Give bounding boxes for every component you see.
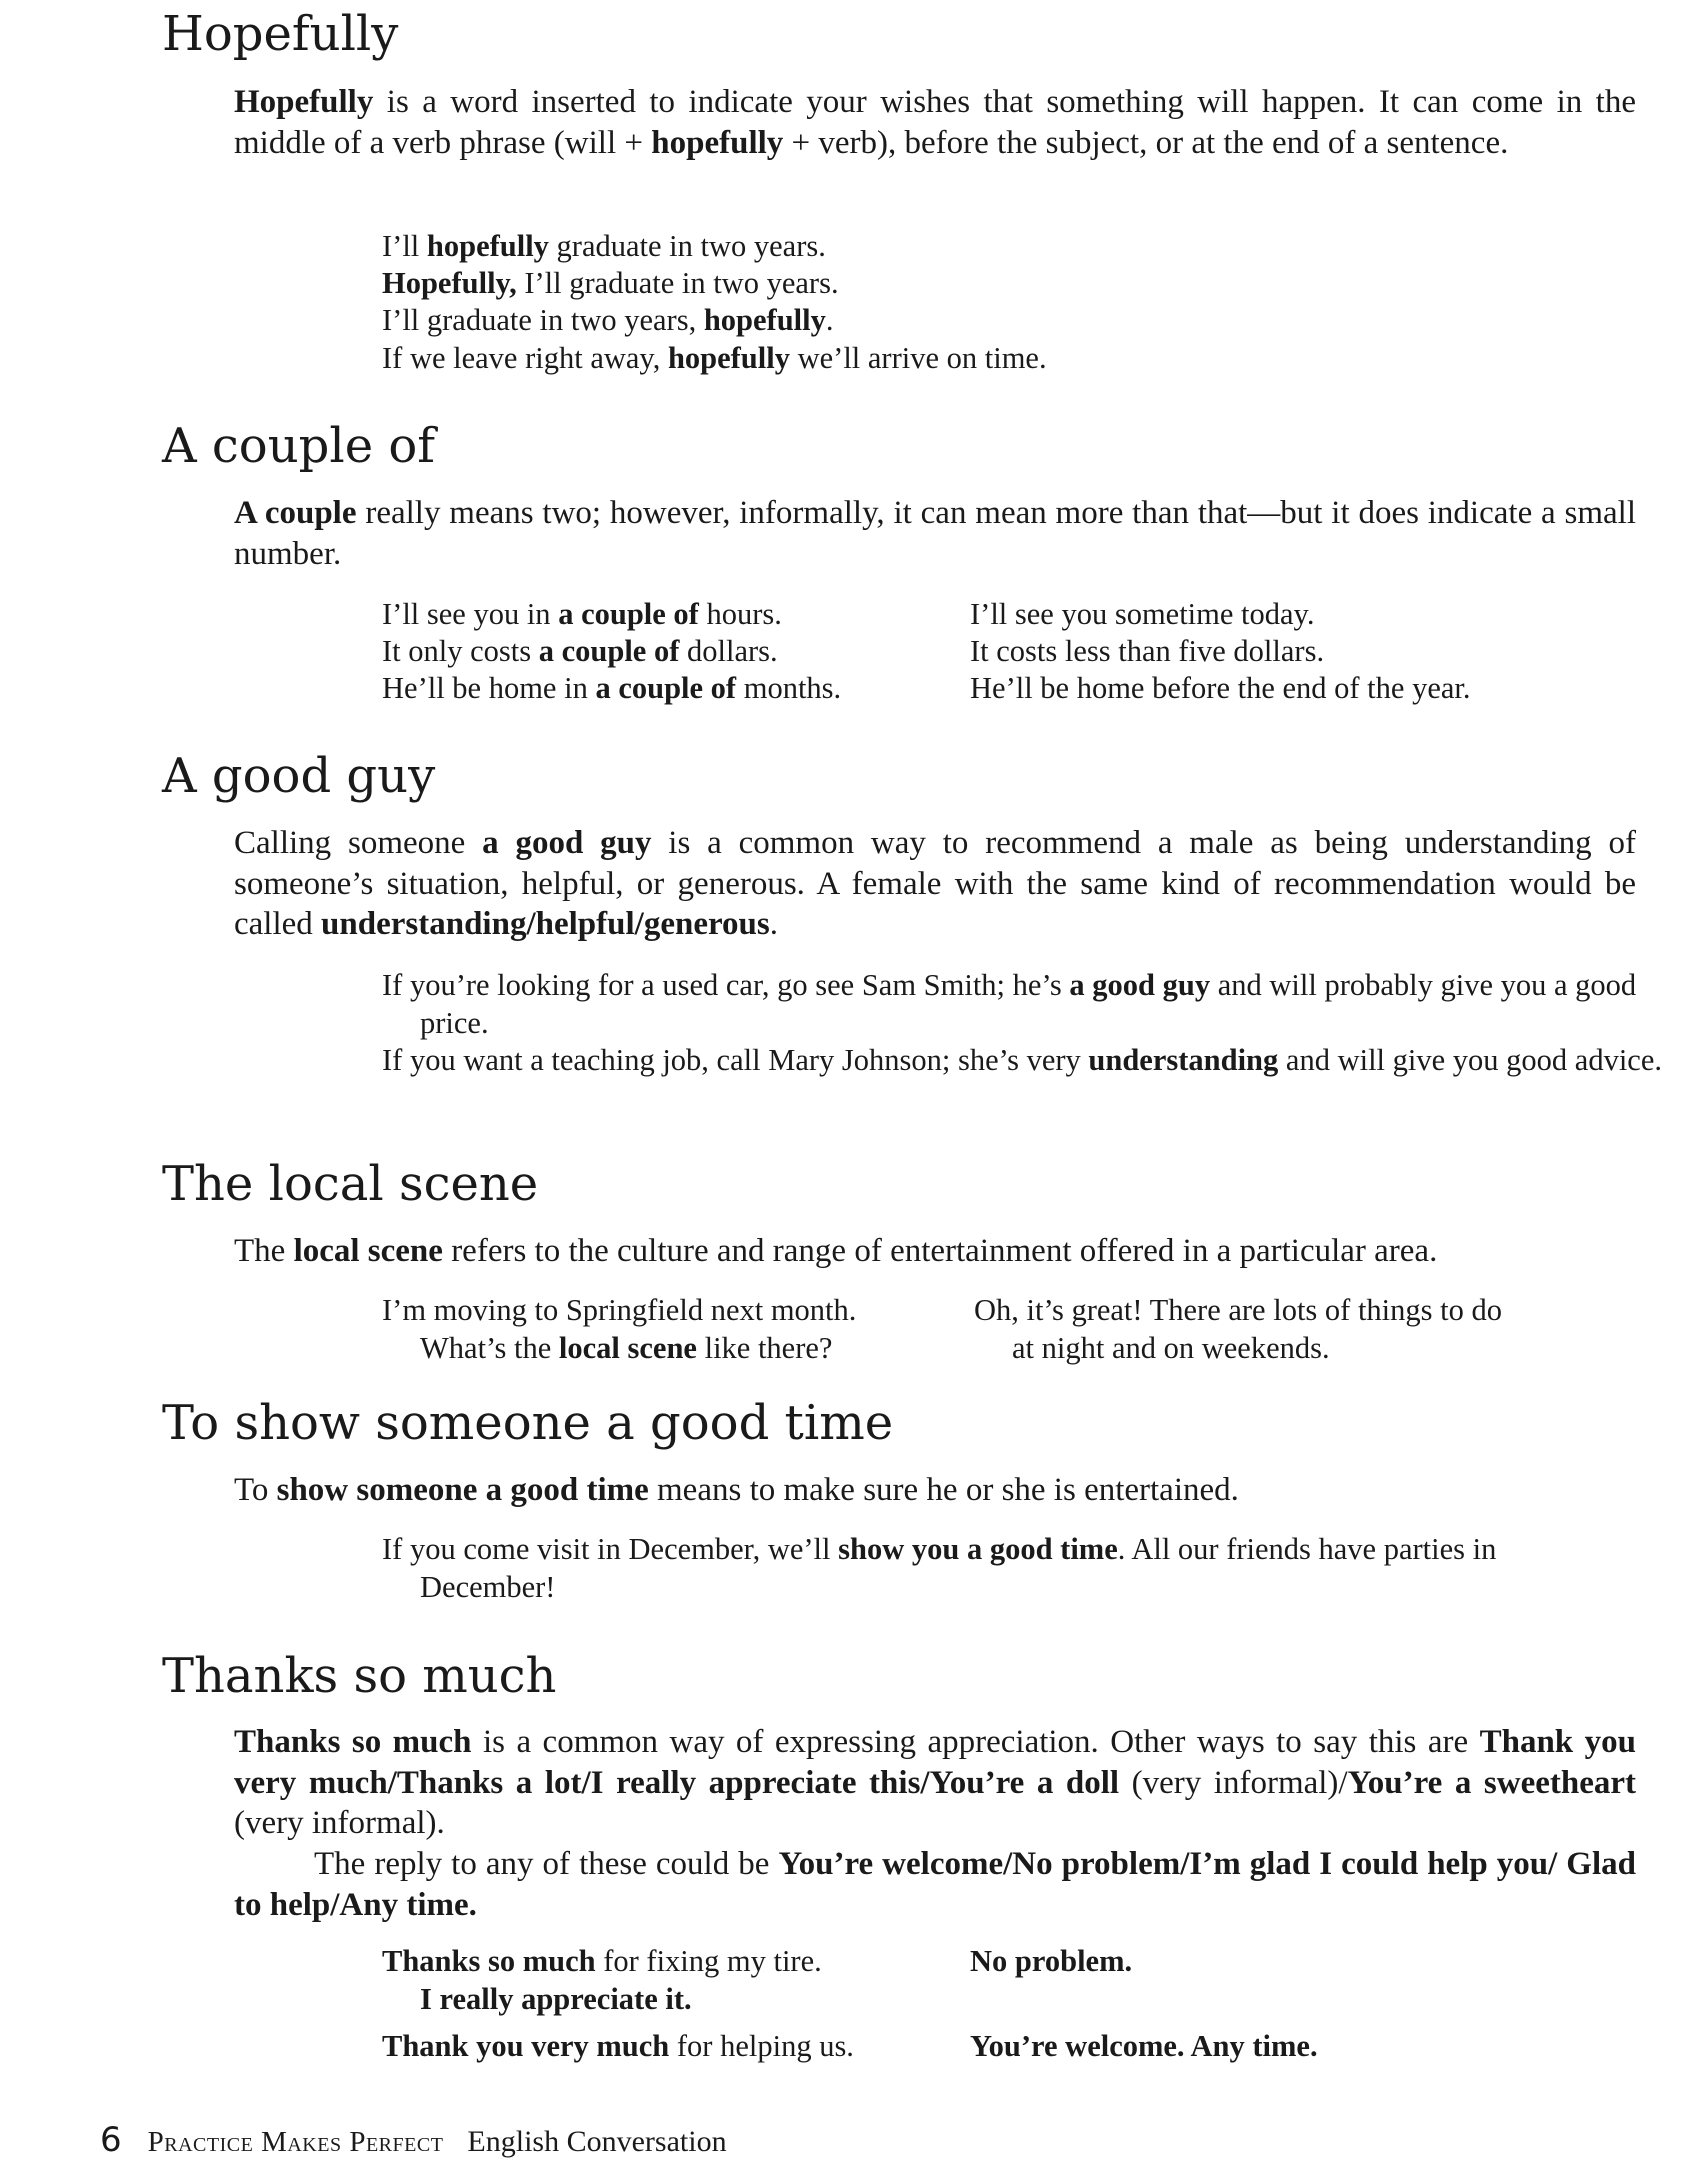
heading-thanks-so-much: Thanks so much xyxy=(162,1648,557,1704)
dialogue-left: I’m moving to Springfield next month. What’s the local scene like there? xyxy=(382,1293,857,1365)
dialogue-reply: No problem. xyxy=(970,1944,1133,1978)
dialogue-right: Oh, it’s great! There are lots of things to do at night and on weekends. xyxy=(974,1293,1502,1365)
example-line: Hopefully, I’ll graduate in two years. xyxy=(382,266,839,300)
heading-to-show-someone-a-good-time: To show someone a good time xyxy=(162,1395,894,1451)
example-line: He’ll be home before the end of the year. xyxy=(970,671,1471,705)
heading-a-couple-of: A couple of xyxy=(162,418,436,474)
page-footer xyxy=(100,2120,727,2160)
example-line: I’ll see you sometime today. xyxy=(970,597,1315,631)
example-line: Thank you very much for helping us. xyxy=(382,2029,854,2063)
example-line: I’ll hopefully graduate in two years. xyxy=(382,229,826,263)
example-line: It costs less than five dollars. xyxy=(970,634,1325,668)
example-line: If you’re looking for a used car, go see Sam Smith; he’s a good guy and will probably give you a good price. xyxy=(382,968,1637,1040)
paragraph-thanks-reply: The reply to any of these could be You’re welcome/No problem/I’m glad I could help you/ Glad to help/Any time. xyxy=(234,1846,1636,1923)
dialogue-left: Thanks so much for fixing my tire. I really appreciate it. xyxy=(382,1944,822,2016)
book-subtitle: English Conversation xyxy=(467,2125,727,2158)
heading-the-local-scene: The local scene xyxy=(162,1156,539,1212)
heading-a-good-guy: A good guy xyxy=(162,748,436,804)
example-line: If you come visit in December, we’ll show you a good time. All our friends have parties in December! xyxy=(382,1532,1497,1604)
example-line: If you want a teaching job, call Mary Johnson; she’s very understanding and will give you good advice. xyxy=(382,1043,1662,1077)
paragraph-thanks-so-much: Thanks so much is a common way of expressing appreciation. Other ways to say this are Thank you very much/Thanks a lot/I really appreciate this/You’re a doll (very informal)/You’re a sweetheart (very informal). xyxy=(234,1724,1636,1841)
example-line: If we leave right away, hopefully we’ll arrive on time. xyxy=(382,341,1047,375)
paragraph-a-couple-of: A couple really means two; however, informally, it can mean more than that—but it does indicate a small number. xyxy=(234,495,1637,572)
paragraph-good-time: To show someone a good time means to make sure he or she is entertained. xyxy=(234,1472,1239,1508)
series-title: Practice Makes Perfect xyxy=(147,2126,444,2158)
heading-hopefully: Hopefully xyxy=(162,6,399,62)
example-line: I’ll graduate in two years, hopefully. xyxy=(382,303,834,337)
page-number: 6 xyxy=(100,2120,122,2160)
example-line: He’ll be home in a couple of months. xyxy=(382,671,842,705)
example-line: It only costs a couple of dollars. xyxy=(382,634,778,668)
paragraph-a-good-guy: Calling someone a good guy is a common way to recommend a male as being understanding of someone’s situation, helpful, or generous. A female with the same kind of recommendation would be called understanding/helpful/generous. xyxy=(234,825,1636,942)
paragraph-hopefully: Hopefully is a word inserted to indicate your wishes that something will happen. It can come in the middle of a verb phrase (will + hopefully + verb), before the subject, or at the end of a sentence. xyxy=(234,84,1636,161)
example-line: I’ll see you in a couple of hours. xyxy=(382,597,782,631)
dialogue-reply: You’re welcome. Any time. xyxy=(970,2029,1318,2063)
paragraph-the-local-scene: The local scene refers to the culture and range of entertainment offered in a particular area. xyxy=(234,1233,1438,1269)
